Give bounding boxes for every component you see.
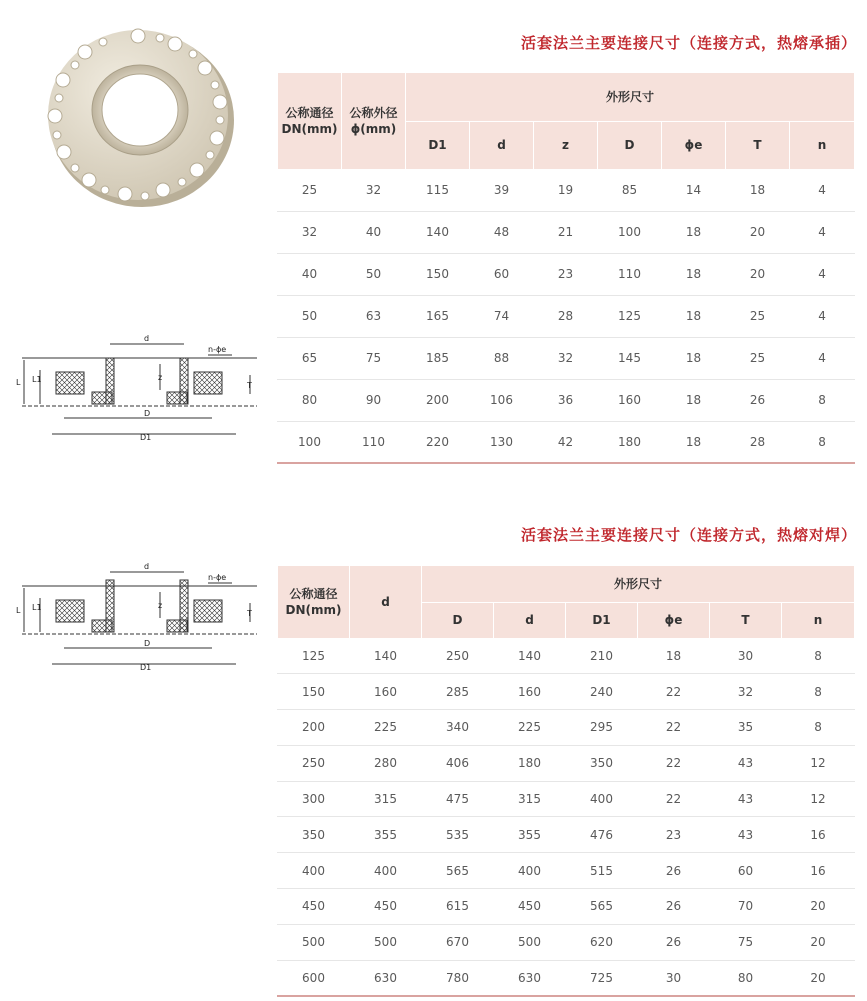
table-cell: 40 <box>278 253 342 295</box>
table-cell: 355 <box>494 817 566 853</box>
table-cell: 355 <box>350 817 422 853</box>
table-cell: 63 <box>342 295 406 337</box>
table-cell: 725 <box>566 960 638 996</box>
table-cell: 110 <box>342 421 406 463</box>
table-cell: 400 <box>494 853 566 889</box>
table-cell: 280 <box>350 745 422 781</box>
table-row <box>278 924 855 960</box>
table-cell: 160 <box>350 674 422 710</box>
header-sub: ϕe <box>638 602 710 638</box>
table-cell: 32 <box>710 674 782 710</box>
label-L: L <box>16 606 21 615</box>
table-cell: 630 <box>494 960 566 996</box>
table-cell: 18 <box>662 337 726 379</box>
table-cell: 4 <box>790 295 855 337</box>
table-cell: 65 <box>278 337 342 379</box>
table-cell: 225 <box>350 710 422 746</box>
table-cell: 780 <box>422 960 494 996</box>
table-cell: 140 <box>406 211 470 253</box>
table-cell: 25 <box>726 337 790 379</box>
table-cell: 50 <box>278 295 342 337</box>
table-cell: 475 <box>422 781 494 817</box>
table-cell: 106 <box>470 379 534 421</box>
table-cell: 22 <box>638 781 710 817</box>
table-cell: 4 <box>790 337 855 379</box>
table-cell: 28 <box>534 295 598 337</box>
table-cell: 30 <box>710 638 782 674</box>
table-row <box>278 638 855 674</box>
table-cell: 160 <box>494 674 566 710</box>
table-cell: 500 <box>350 924 422 960</box>
table-cell: 100 <box>598 211 662 253</box>
table-cell: 48 <box>470 211 534 253</box>
label-T: T <box>247 381 252 390</box>
table-cell: 110 <box>598 253 662 295</box>
table-row <box>278 337 855 379</box>
table-cell: 350 <box>566 745 638 781</box>
header-sub: D1 <box>566 602 638 638</box>
table-row <box>278 421 855 463</box>
table-cell: 18 <box>662 211 726 253</box>
table-cell: 22 <box>638 710 710 746</box>
table-cell: 500 <box>278 924 350 960</box>
table-cell: 535 <box>422 817 494 853</box>
table-cell: 50 <box>342 253 406 295</box>
table-cell: 350 <box>278 817 350 853</box>
table-cell: 32 <box>534 337 598 379</box>
table-row <box>278 674 855 710</box>
table-cell: 565 <box>422 853 494 889</box>
table-socket-fusion <box>277 73 855 464</box>
table-butt-fusion <box>277 566 855 997</box>
table-cell: 18 <box>662 379 726 421</box>
table-cell: 80 <box>278 379 342 421</box>
table-cell: 21 <box>534 211 598 253</box>
table-cell: 42 <box>534 421 598 463</box>
table-cell: 285 <box>422 674 494 710</box>
table-cell: 450 <box>350 889 422 925</box>
table-cell: 40 <box>342 211 406 253</box>
table-cell: 185 <box>406 337 470 379</box>
section2-title: 活套法兰主要连接尺寸（连接方式，热熔对焊） <box>520 526 857 544</box>
header-sub: z <box>534 121 598 169</box>
table-cell: 19 <box>534 169 598 211</box>
flange-cross-section-diagram-1 <box>12 330 267 445</box>
label-D1: D1 <box>140 663 152 672</box>
table-row <box>278 781 855 817</box>
label-z: z <box>158 601 163 610</box>
label-L1: L1 <box>32 375 42 384</box>
table-cell: 16 <box>782 817 855 853</box>
table-cell: 450 <box>278 889 350 925</box>
table-cell: 14 <box>662 169 726 211</box>
table-cell: 39 <box>470 169 534 211</box>
table-cell: 140 <box>494 638 566 674</box>
table-cell: 630 <box>350 960 422 996</box>
table-cell: 200 <box>406 379 470 421</box>
table-cell: 20 <box>726 211 790 253</box>
header-d: d <box>350 566 422 638</box>
label-d: d <box>144 334 150 343</box>
header-sub: d <box>470 121 534 169</box>
label-d: d <box>144 562 150 571</box>
table-cell: 340 <box>422 710 494 746</box>
label-D1: D1 <box>140 433 152 442</box>
table-cell: 90 <box>342 379 406 421</box>
table-cell: 22 <box>638 674 710 710</box>
table-cell: 75 <box>342 337 406 379</box>
flange-image <box>45 20 235 210</box>
table-cell: 20 <box>782 924 855 960</box>
table-row <box>278 817 855 853</box>
table-cell: 22 <box>638 745 710 781</box>
header-sub: D1 <box>406 121 470 169</box>
table-cell: 100 <box>278 421 342 463</box>
table-cell: 670 <box>422 924 494 960</box>
table-cell: 26 <box>726 379 790 421</box>
table-cell: 32 <box>278 211 342 253</box>
table-cell: 43 <box>710 781 782 817</box>
table-cell: 70 <box>710 889 782 925</box>
table-cell: 4 <box>790 211 855 253</box>
table-row <box>278 710 855 746</box>
table-cell: 16 <box>782 853 855 889</box>
table-cell: 23 <box>638 817 710 853</box>
header-sub: T <box>726 121 790 169</box>
header-nominal-diameter: 公称通径 DN(mm) <box>278 73 342 169</box>
table-cell: 26 <box>638 924 710 960</box>
table-cell: 295 <box>566 710 638 746</box>
table-cell: 130 <box>470 421 534 463</box>
table-cell: 565 <box>566 889 638 925</box>
table-cell: 85 <box>598 169 662 211</box>
table-cell: 88 <box>470 337 534 379</box>
table-cell: 400 <box>350 853 422 889</box>
table-cell: 30 <box>638 960 710 996</box>
header-sub: d <box>494 602 566 638</box>
table-cell: 18 <box>662 421 726 463</box>
table-cell: 20 <box>726 253 790 295</box>
table-cell: 250 <box>422 638 494 674</box>
table-cell: 406 <box>422 745 494 781</box>
table-cell: 400 <box>278 853 350 889</box>
table-cell: 18 <box>662 253 726 295</box>
table-cell: 210 <box>566 638 638 674</box>
label-ne: n-ϕe <box>208 573 227 582</box>
table-cell: 250 <box>278 745 350 781</box>
label-ne: n-ϕe <box>208 345 227 354</box>
table-cell: 240 <box>566 674 638 710</box>
table-cell: 165 <box>406 295 470 337</box>
table-cell: 515 <box>566 853 638 889</box>
table-cell: 43 <box>710 745 782 781</box>
table-cell: 150 <box>406 253 470 295</box>
table-cell: 74 <box>470 295 534 337</box>
table-cell: 225 <box>494 710 566 746</box>
table-row <box>278 295 855 337</box>
table-cell: 26 <box>638 889 710 925</box>
table-cell: 18 <box>726 169 790 211</box>
table-cell: 80 <box>710 960 782 996</box>
table-cell: 476 <box>566 817 638 853</box>
table-cell: 18 <box>662 295 726 337</box>
table-cell: 620 <box>566 924 638 960</box>
table-cell: 180 <box>494 745 566 781</box>
table-cell: 25 <box>726 295 790 337</box>
table-cell: 20 <box>782 889 855 925</box>
header-sub: D <box>422 602 494 638</box>
table-cell: 145 <box>598 337 662 379</box>
label-D: D <box>144 639 151 648</box>
table-cell: 36 <box>534 379 598 421</box>
table-cell: 12 <box>782 745 855 781</box>
table-cell: 600 <box>278 960 350 996</box>
table-cell: 450 <box>494 889 566 925</box>
table-cell: 315 <box>350 781 422 817</box>
flange-photo <box>45 20 235 210</box>
table-cell: 35 <box>710 710 782 746</box>
table-cell: 125 <box>598 295 662 337</box>
table-cell: 25 <box>278 169 342 211</box>
header-sub: D <box>598 121 662 169</box>
table-row <box>278 745 855 781</box>
table-cell: 8 <box>782 710 855 746</box>
label-T: T <box>247 609 252 618</box>
table-cell: 4 <box>790 169 855 211</box>
table-row <box>278 853 855 889</box>
table-cell: 615 <box>422 889 494 925</box>
header-sub: n <box>790 121 855 169</box>
table-cell: 12 <box>782 781 855 817</box>
flange-cross-section-diagram-2 <box>12 558 267 673</box>
table-cell: 8 <box>790 421 855 463</box>
header-sub: n <box>782 602 855 638</box>
table-cell: 315 <box>494 781 566 817</box>
header-sub: ϕe <box>662 121 726 169</box>
table-cell: 300 <box>278 781 350 817</box>
table-cell: 8 <box>782 638 855 674</box>
table-cell: 23 <box>534 253 598 295</box>
label-D: D <box>144 409 151 418</box>
table-cell: 500 <box>494 924 566 960</box>
table-cell: 8 <box>790 379 855 421</box>
table-cell: 8 <box>782 674 855 710</box>
label-z: z <box>158 373 163 382</box>
table-cell: 400 <box>566 781 638 817</box>
table-cell: 150 <box>278 674 350 710</box>
table-row <box>278 960 855 996</box>
header-dimensions-group: 外形尺寸 <box>406 73 855 121</box>
table-row <box>278 379 855 421</box>
table-cell: 43 <box>710 817 782 853</box>
table-cell: 28 <box>726 421 790 463</box>
table-row <box>278 211 855 253</box>
label-L1: L1 <box>32 603 42 612</box>
header-nominal-outer-diameter: 公称外径 ϕ(mm) <box>342 73 406 169</box>
table-cell: 115 <box>406 169 470 211</box>
section1-title: 活套法兰主要连接尺寸（连接方式，热熔承插） <box>520 34 857 52</box>
table-cell: 140 <box>350 638 422 674</box>
table-cell: 60 <box>710 853 782 889</box>
table-cell: 32 <box>342 169 406 211</box>
header-sub: T <box>710 602 782 638</box>
table-cell: 18 <box>638 638 710 674</box>
table-cell: 200 <box>278 710 350 746</box>
table-row <box>278 169 855 211</box>
table-cell: 4 <box>790 253 855 295</box>
table-row <box>278 889 855 925</box>
table-row <box>278 253 855 295</box>
table-cell: 26 <box>638 853 710 889</box>
table-cell: 180 <box>598 421 662 463</box>
table-cell: 20 <box>782 960 855 996</box>
table-cell: 160 <box>598 379 662 421</box>
table-cell: 75 <box>710 924 782 960</box>
header-dimensions-group: 外形尺寸 <box>422 566 855 602</box>
label-L: L <box>16 378 21 387</box>
table-cell: 220 <box>406 421 470 463</box>
table-cell: 60 <box>470 253 534 295</box>
table-cell: 125 <box>278 638 350 674</box>
header-nominal-diameter: 公称通径 DN(mm) <box>278 566 350 638</box>
